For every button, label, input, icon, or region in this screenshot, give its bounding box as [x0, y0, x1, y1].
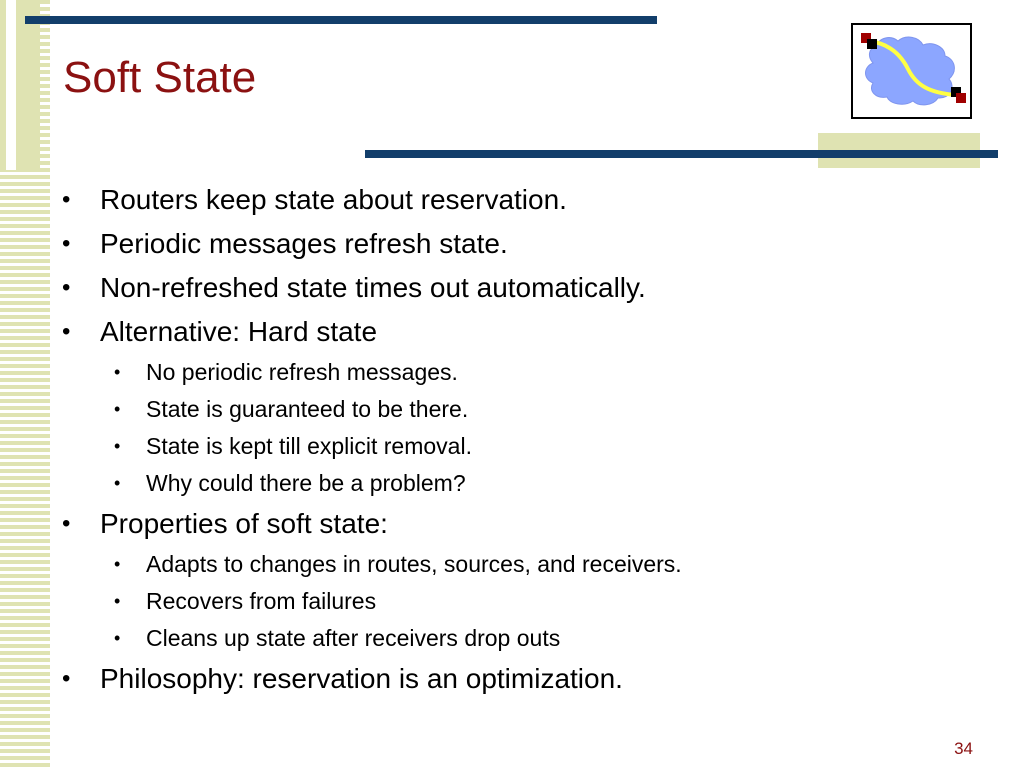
sub-bullet-marker-icon: •: [114, 362, 121, 382]
bullet-item: [60, 502, 960, 546]
sub-bullet-text: Adapts to changes in routes, sources, and receivers.: [146, 551, 682, 577]
source-node-dark: [867, 39, 877, 49]
sub-bullet-item: [60, 428, 960, 465]
sub-bullet-marker-icon: •: [114, 628, 121, 648]
slide-number: 34: [954, 739, 973, 758]
title-top-rule: [25, 16, 657, 24]
left-solid-block: [0, 0, 40, 170]
bullet-marker-icon: •: [62, 186, 71, 213]
bullet-marker-icon: •: [62, 510, 71, 537]
slide-title: Soft State: [63, 53, 257, 102]
network-cloud-icon: [851, 23, 972, 119]
sub-bullet-item: [60, 465, 960, 502]
sub-bullet-text: No periodic refresh messages.: [146, 359, 458, 385]
sub-bullet-text: Recovers from failures: [146, 588, 377, 614]
bullet-item: [60, 178, 960, 222]
bullet-item: [60, 310, 960, 354]
dest-node-red: [956, 93, 966, 103]
sub-bullet-marker-icon: •: [114, 591, 121, 611]
left-solid-block-inner: [6, 0, 16, 170]
bullet-item: [60, 222, 960, 266]
sub-bullet-item: [60, 354, 960, 391]
network-cloud-svg: [853, 25, 970, 117]
bullet-item: [60, 266, 960, 310]
slide-content: [60, 178, 960, 701]
bullet-marker-icon: •: [62, 274, 71, 301]
bullet-text: Properties of soft state:: [100, 508, 388, 539]
sub-bullet-text: State is guaranteed to be there.: [146, 396, 469, 422]
sub-bullet-text: Why could there be a problem?: [146, 470, 466, 496]
bullet-text: Non-refreshed state times out automatically.: [100, 272, 646, 303]
bullet-marker-icon: •: [62, 230, 71, 257]
bullet-item: [60, 657, 960, 701]
bullet-marker-icon: •: [62, 318, 71, 345]
bullet-text: Periodic messages refresh state.: [100, 228, 508, 259]
sub-bullet-item: [60, 620, 960, 657]
sub-bullet-item: [60, 546, 960, 583]
sub-bullet-item: [60, 583, 960, 620]
sub-bullet-text: Cleans up state after receivers drop outs: [146, 625, 561, 651]
bullet-text: Alternative: Hard state: [100, 316, 378, 347]
bullet-text: Routers keep state about reservation.: [100, 184, 567, 215]
title-bottom-rule: [365, 150, 998, 158]
sub-bullet-marker-icon: •: [114, 473, 121, 493]
sub-bullet-text: State is kept till explicit removal.: [146, 433, 472, 459]
sub-bullet-marker-icon: •: [114, 436, 121, 456]
sub-bullet-item: [60, 391, 960, 428]
sub-bullet-marker-icon: •: [114, 554, 121, 574]
sub-bullet-marker-icon: •: [114, 399, 121, 419]
bullet-marker-icon: •: [62, 665, 71, 692]
bullet-list: [60, 178, 960, 701]
bullet-text: Philosophy: reservation is an optimization.: [100, 663, 623, 694]
